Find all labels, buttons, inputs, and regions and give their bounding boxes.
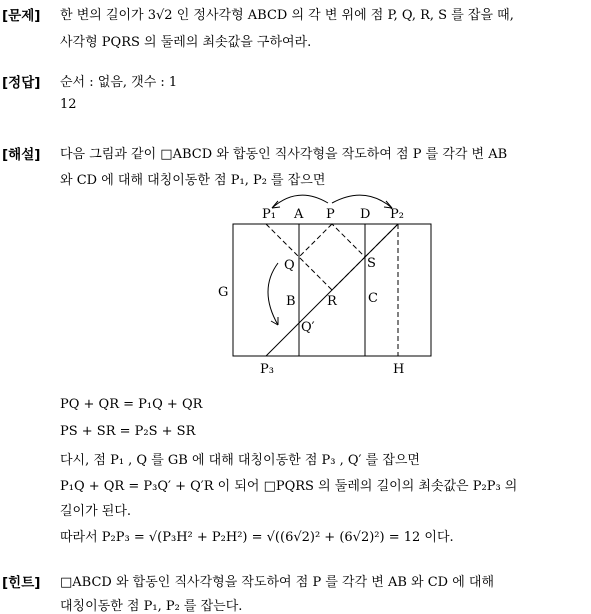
label-s: S (367, 256, 376, 271)
quadrilateral-pqrs (299, 224, 365, 290)
solution-line-6: 따라서 P₂P₃ = √(P₃H² + P₂H²) = √((6√2)² + (6√2)²) = 12 이다. (60, 530, 454, 545)
hint-label: [힌트] (2, 575, 41, 591)
label-a: A (294, 207, 304, 222)
solution-line-3: 다시, 점 P₁ , Q 를 GB 에 대해 대칭이동한 점 P₃ , Q′ 를 잡으면 (60, 453, 420, 468)
solution-label: [해설] (2, 147, 41, 163)
solution-line-1: 다음 그림과 같이 □ABCD 와 합동인 직사각형을 작도하여 점 P 를 각각 변 AB (60, 147, 508, 162)
label-q: Q (284, 258, 295, 273)
answer-label: [정답] (2, 75, 41, 91)
solution-eq-1: PQ + QR = P₁Q + QR (60, 397, 203, 412)
solution-line-2: 와 CD 에 대해 대칭이동한 점 P₁, P₂ 를 잡으면 (60, 173, 326, 188)
answer-value: 12 (60, 97, 77, 112)
label-d: D (360, 207, 371, 222)
label-p: P (326, 207, 335, 222)
problem-line-2: 사각형 PQRS 의 둘레의 최솟값을 구하여라. (60, 35, 312, 50)
dashed-path-p1-q (266, 224, 299, 257)
label-q-prime: Q′ (301, 320, 315, 335)
solution-eq-2: PS + SR = P₂S + SR (60, 424, 196, 439)
label-p1: P₁ (262, 207, 276, 222)
label-p2: P₂ (390, 207, 404, 222)
label-g: G (218, 285, 229, 300)
reflection-arrow-q (268, 263, 278, 325)
hint-line-1: □ABCD 와 합동인 직사각형을 작도하여 점 P 를 각각 변 AB 와 CD 에 대해 (60, 575, 495, 590)
solution-line-4: P₁Q + QR = P₃Q′ + Q′R 이 되어 □PQRS 의 둘레의 길이의 최솟값은 P₂P₃ 의 (60, 479, 518, 494)
label-c: C (368, 291, 378, 306)
label-r: R (327, 294, 337, 309)
problem-line-1: 한 변의 길이가 3√2 인 정사각형 ABCD 의 각 변 위에 점 P, Q, R, S 를 잡을 때, (60, 8, 514, 23)
answer-line-1: 순서 : 없음, 갯수 : 1 (60, 75, 178, 90)
reflection-figure (210, 185, 450, 380)
solution-line-5: 길이가 된다. (60, 504, 132, 519)
label-p3: P₃ (260, 362, 274, 377)
hint-line-2: 대칭이동한 점 P₁, P₂ 를 잡는다. (60, 599, 243, 614)
label-b: B (286, 294, 296, 309)
label-h: H (393, 362, 405, 377)
problem-label: [문제] (2, 8, 41, 24)
